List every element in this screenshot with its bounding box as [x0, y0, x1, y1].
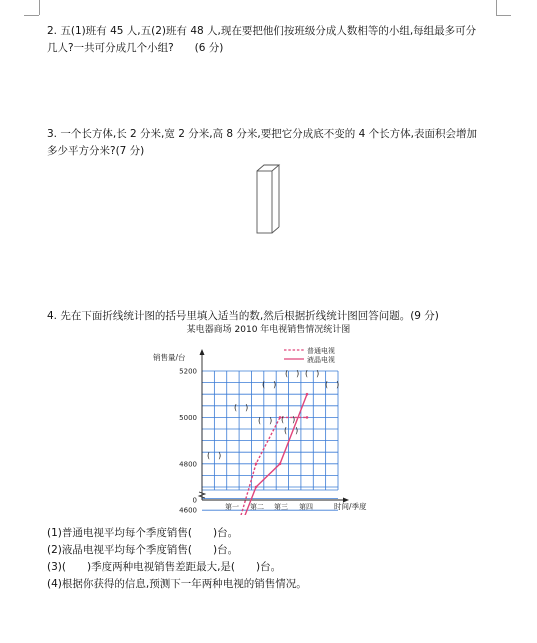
x-tick-label: 第四 [299, 503, 313, 511]
question-4-line-1: 4. 先在下面折线统计图的括号里填入适当的数,然后根据折线统计图回答问题。(9 分) [47, 310, 439, 322]
sub-question-4: (4)根据你获得的信息,预测下一年两种电视的销售情况。 [47, 578, 307, 590]
answer-blank: ( ) [281, 415, 296, 424]
y-tick-label: 4800 [179, 460, 197, 469]
question-2 [47, 23, 497, 57]
chart-grid [202, 371, 338, 515]
line-chart [150, 340, 390, 515]
corner-mark-top-left [39, 0, 40, 15]
y-tick-label: 5000 [179, 413, 197, 422]
chart-tick-labels [179, 368, 313, 516]
corner-mark-top-left-h [24, 15, 39, 16]
x-axis-label: 时间/季度 [334, 502, 367, 511]
data-point [255, 463, 258, 466]
answer-blank: ( ) [285, 369, 300, 378]
question-2-line-1: 2. 五(1)班有 45 人,五(2)班有 48 人,现在要把他们按班级分成人数相等的小组,每组最多可分 [47, 25, 477, 37]
sub-question-2: (2)液晶电视平均每个季度销售( )台。 [47, 544, 239, 556]
corner-mark-top-right [496, 0, 497, 15]
sub-question-1: (1)普通电视平均每个季度销售( )台。 [47, 527, 239, 539]
question-2-line-2: 几人?一共可分成几个小组? (6 分) [47, 42, 224, 54]
answer-blank: ( ) [258, 416, 273, 425]
legend-label-lcd-tv: 液晶电视 [307, 356, 335, 364]
answer-blank: ( ) [207, 451, 222, 460]
axis-break-mark [199, 492, 205, 498]
x-tick-label: 第二 [250, 503, 264, 511]
chart-legend [284, 346, 335, 364]
chart-title: 某电器商场 2010 年电视销售情况统计图 [186, 325, 351, 335]
chart-axes [199, 349, 349, 503]
y-axis-arrow [200, 349, 205, 355]
data-point [306, 393, 309, 396]
y-axis-label: 销售量/台 [153, 353, 186, 362]
sub-question-3: (3)( )季度两种电视销售差距最大,是( )台。 [47, 561, 282, 573]
data-point [306, 416, 309, 419]
answer-blank: ( ) [234, 403, 249, 412]
y-tick-label: 5200 [179, 367, 197, 376]
answer-blank: ( ) [325, 380, 340, 389]
series-line-lcd-tv [229, 394, 307, 515]
answer-blank: ( ) [284, 426, 299, 435]
answer-blank: ( ) [305, 369, 320, 378]
data-point [279, 463, 282, 466]
question-3-line-2: 多少平方分米?(7 分) [47, 145, 145, 157]
y-tick-label: 4600 [179, 506, 197, 515]
y-tick-label: 0 [192, 496, 197, 505]
answer-blank: ( ) [262, 380, 277, 389]
question-3-line-1: 3. 一个长方体,长 2 分米,宽 2 分米,高 8 分米,要把它分成底不变的 4 个长方体,表面积会增加 [47, 128, 477, 140]
cuboid-figure [256, 164, 282, 234]
x-tick-label: 第一 [225, 503, 239, 511]
question-3 [47, 126, 497, 160]
corner-mark-top-right-h [496, 15, 511, 16]
data-point [255, 486, 258, 489]
legend-label-regular-tv: 普通电视 [307, 347, 335, 355]
x-tick-label: 第三 [274, 503, 288, 511]
